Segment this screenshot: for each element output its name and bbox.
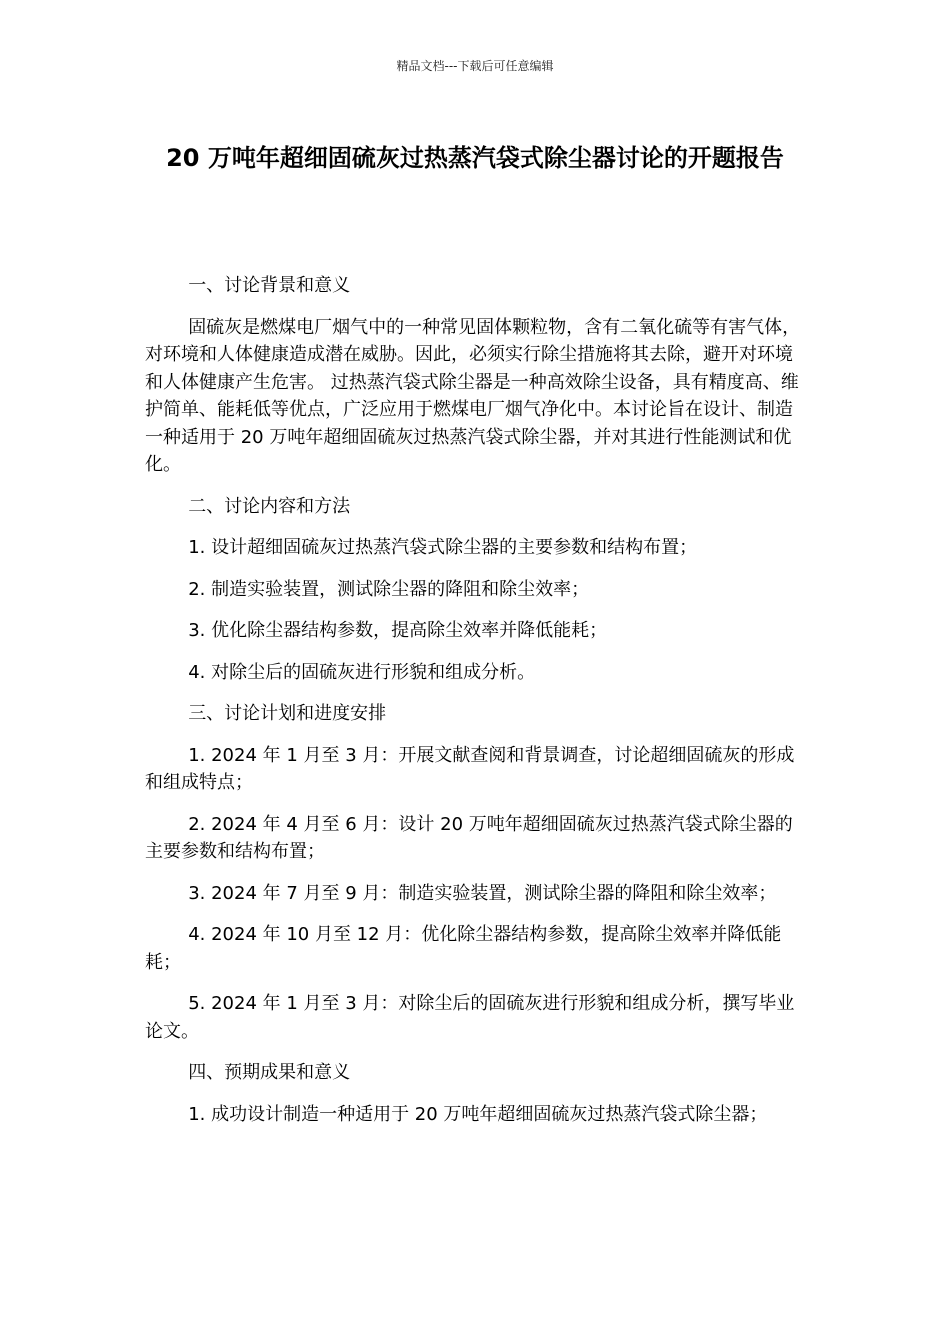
section-heading: 一、讨论背景和意义 [188, 275, 351, 296]
section-heading: 四、预期成果和意义 [188, 1062, 351, 1083]
list-item: 2. 2024 年 4 月至 6 月：设计 20 万吨年超细固硫灰过热蒸汽袋式除尘器的主要参数和结构布置； [145, 813, 793, 862]
list-item: 1. 成功设计制造一种适用于 20 万吨年超细固硫灰过热蒸汽袋式除尘器； [188, 1103, 768, 1125]
document-title: 20 万吨年超细固硫灰过热蒸汽袋式除尘器讨论的开题报告 [166, 144, 784, 172]
list-item: 3. 2024 年 7 月至 9 月：制造实验装置，测试除尘器的降阻和除尘效率； [188, 882, 777, 904]
page-header: 精品文档---下载后可任意编辑 [396, 59, 554, 73]
list-item: 4. 对除尘后的固硫灰进行形貌和组成分析。 [188, 661, 536, 683]
section-heading: 二、讨论内容和方法 [188, 495, 351, 517]
list-item: 4. 2024 年 10 月至 12 月：优化除尘器结构参数，提高除尘效率并降低能耗； [145, 924, 782, 973]
list-item: 3. 优化除尘器结构参数，提高除尘效率并降低能耗； [188, 620, 608, 641]
list-item: 2. 制造实验装置，测试除尘器的降阻和除尘效率； [188, 578, 590, 600]
section-heading: 三、讨论计划和进度安排 [188, 703, 387, 724]
document-body [145, 272, 805, 1142]
paragraph: 固硫灰是燃煤电厂烟气中的一种常见固体颗粒物，含有二氧化硫等有害气体，对环境和人体健康造成潜在威胁。因此，必须实行除尘措施将其去除，避开对环境和人体健康产生危害。 过热蒸汽袋式除尘器是一种高效除尘设备，具有精度高、维护简单、能耗低等优点，广泛应用于燃煤电厂烟气净化中。本讨论旨在设计、制造一种适用于 20 万吨年超细固硫灰过热蒸汽袋式除尘器，并对其进行性能测试和优化。 [145, 316, 801, 475]
list-item: 1. 2024 年 1 月至 3 月：开展文献查阅和背景调查，讨论超细固硫灰的形成和组成特点； [145, 744, 795, 793]
list-item: 1. 设计超细固硫灰过热蒸汽袋式除尘器的主要参数和结构布置； [188, 537, 698, 558]
list-item: 5. 2024 年 1 月至 3 月：对除尘后的固硫灰进行形貌和组成分析，撰写毕业论文。 [145, 993, 795, 1042]
